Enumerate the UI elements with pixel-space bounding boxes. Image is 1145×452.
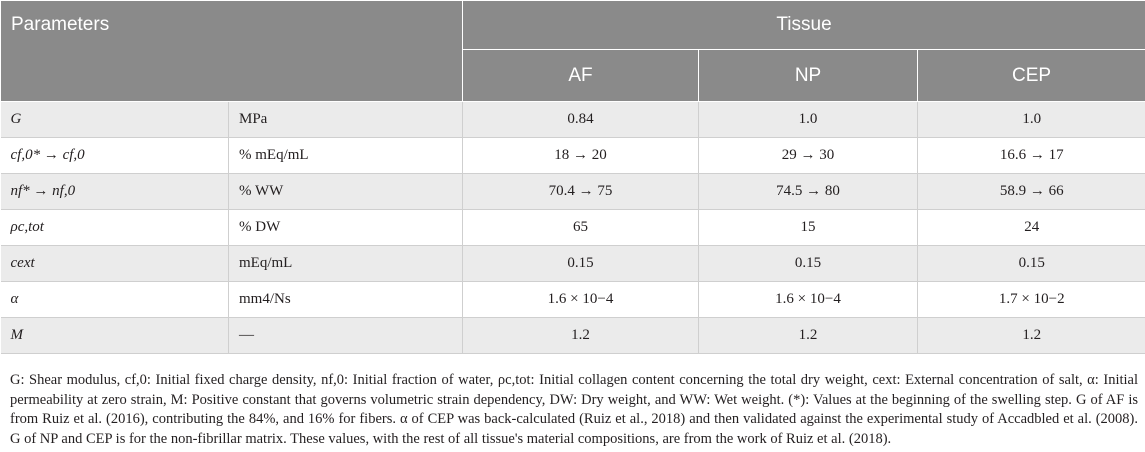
af-value-cell: 70.4 → 75 — [463, 174, 699, 210]
table-row — [1, 138, 1145, 174]
cep-value-cell: 16.6 → 17 — [918, 138, 1145, 174]
cep-header: CEP — [918, 50, 1145, 102]
np-value-cell: 0.15 — [699, 246, 918, 282]
parameter-cell: G — [1, 102, 229, 138]
cep-value-cell: 1.7 × 10−2 — [918, 282, 1145, 318]
cep-value-cell: 1.0 — [918, 102, 1145, 138]
parameter-cell: M — [1, 318, 229, 354]
np-value-cell: 15 — [699, 210, 918, 246]
cep-value-cell: 24 — [918, 210, 1145, 246]
af-value-cell: 18 → 20 — [463, 138, 699, 174]
cep-value-cell: 1.2 — [918, 318, 1145, 354]
af-value-cell: 1.2 — [463, 318, 699, 354]
unit-cell: % mEq/mL — [229, 138, 463, 174]
parameter-cell: cf,0* → cf,0 — [1, 138, 229, 174]
table-row — [1, 102, 1145, 138]
parameter-cell: nf* → nf,0 — [1, 174, 229, 210]
unit-cell: mm4/Ns — [229, 282, 463, 318]
unit-cell: MPa — [229, 102, 463, 138]
np-header: NP — [699, 50, 918, 102]
np-value-cell: 1.2 — [699, 318, 918, 354]
parameters-header: Parameters — [1, 1, 463, 102]
parameter-cell: ρc,tot — [1, 210, 229, 246]
np-value-cell: 74.5 → 80 — [699, 174, 918, 210]
unit-cell: % DW — [229, 210, 463, 246]
table-row — [1, 282, 1145, 318]
cep-value-cell: 58.9 → 66 — [918, 174, 1145, 210]
table-row — [1, 318, 1145, 354]
af-value-cell: 65 — [463, 210, 699, 246]
table-row — [1, 246, 1145, 282]
af-value-cell: 0.84 — [463, 102, 699, 138]
parameter-cell: α — [1, 282, 229, 318]
cep-value-cell: 0.15 — [918, 246, 1145, 282]
unit-cell: % WW — [229, 174, 463, 210]
af-value-cell: 0.15 — [463, 246, 699, 282]
table-row — [1, 210, 1145, 246]
unit-cell: mEq/mL — [229, 246, 463, 282]
np-value-cell: 1.0 — [699, 102, 918, 138]
table-footnote: G: Shear modulus, cf,0: Initial fixed charge density, nf,0: Initial fraction of water, ρc,tot: Initial collagen content concerning the total dry weight, cext: External concentration of salt, α: Initial permeability at zero strain, M: Positive constant that governs volumetric strain dependency, DW: Dry weight, and WW: Wet weight. (*): Values at the beginning of the swelling step. G of AF is from Ruiz et al. (2016), contributing the 84%, and 16% for fibers. α of CEP was back-calculated (Ruiz et al., 2018) and then validated against the experimental study of Accadbled et al. (2008). G of NP and CEP is for the non-fibrillar matrix. These values, with the rest of all tissue's material compositions, are from the work of Ruiz et al. (2018). — [10, 372, 1138, 447]
table-body — [1, 102, 1145, 354]
tissue-header: Tissue — [463, 1, 1145, 50]
parameter-cell: cext — [1, 246, 229, 282]
unit-cell: — — [229, 318, 463, 354]
af-value-cell: 1.6 × 10−4 — [463, 282, 699, 318]
af-header: AF — [463, 50, 699, 102]
np-value-cell: 1.6 × 10−4 — [699, 282, 918, 318]
table-row — [1, 174, 1145, 210]
np-value-cell: 29 → 30 — [699, 138, 918, 174]
